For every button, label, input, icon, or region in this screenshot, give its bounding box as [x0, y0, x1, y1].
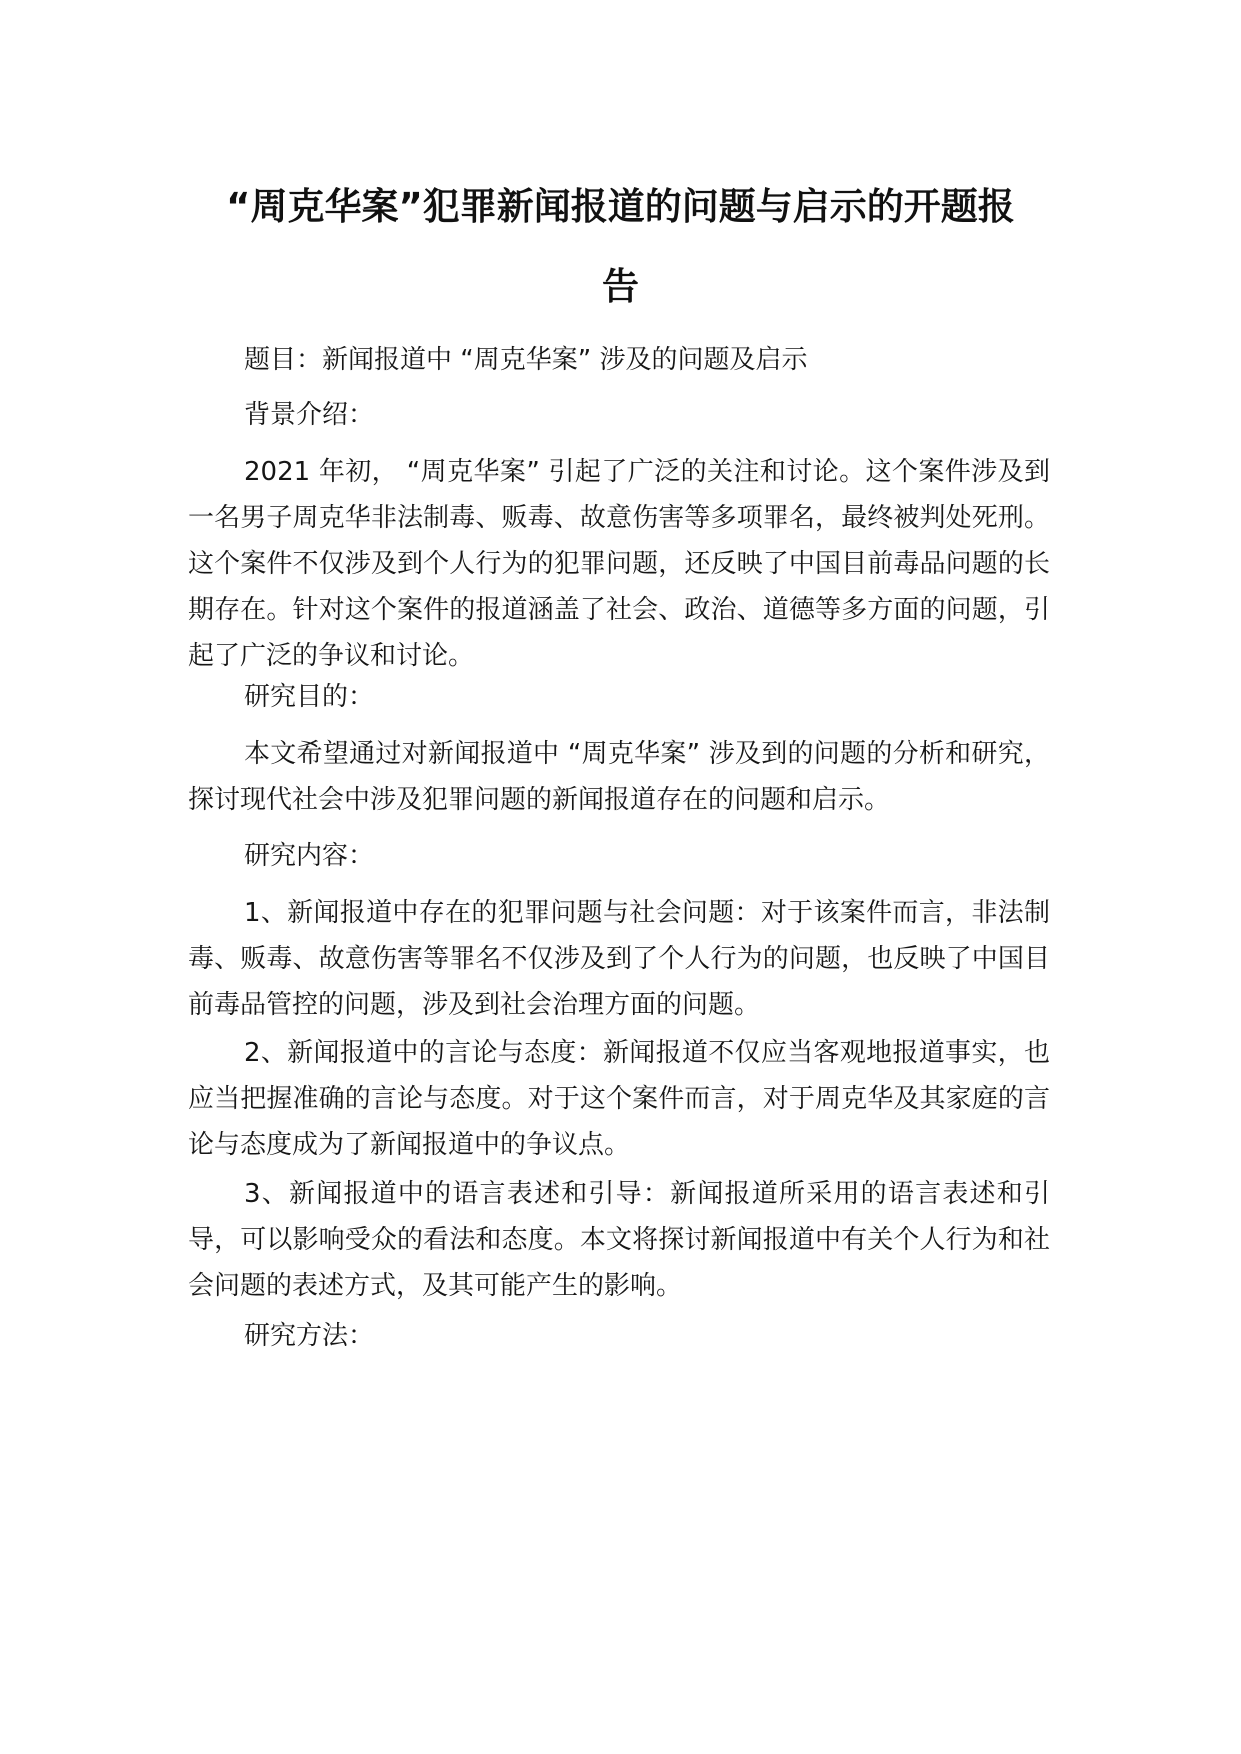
content-item-2: 2、新闻报道中的言论与态度：新闻报道不仅应当客观地报道事实，也应当把握准确的言论与态度。对于这个案件而言，对于周克华及其家庭的言论与态度成为了新闻报道中的争议点。 [188, 1038, 1050, 1160]
background-paragraph: 2021 年初， “周克华案” 引起了广泛的关注和讨论。这个案件涉及到一名男子周克华非法制毒、贩毒、故意伤害等多项罪名，最终被判处死刑。这个案件不仅涉及到个人行为的犯罪问题，还反映了中国目前毒品问题的长期存在。针对这个案件的报道涵盖了社会、政治、道德等多方面的问题，引起了广泛的争议和讨论。 [188, 457, 1050, 671]
document-title-line-2: 告 [602, 265, 639, 308]
content-item-3: 3、新闻报道中的语言表述和引导：新闻报道所采用的语言表述和引导，可以影响受众的看法和态度。本文将探讨新闻报道中有关个人行为和社会问题的表述方式，及其可能产生的影响。 [188, 1179, 1050, 1301]
document-title-line-1: “周克华案”犯罪新闻报道的问题与启示的开题报 [226, 185, 1015, 228]
background-heading: 背景介绍： [244, 400, 375, 430]
content-heading: 研究内容： [244, 841, 375, 871]
purpose-paragraph: 本文希望通过对新闻报道中 “周克华案” 涉及到的问题的分析和研究，探讨现代社会中涉及犯罪问题的新闻报道存在的问题和启示。 [188, 739, 1050, 815]
topic-line: 题目：新闻报道中 “周克华案” 涉及的问题及启示 [244, 345, 808, 375]
purpose-heading: 研究目的： [244, 682, 375, 712]
content-item-1: 1、新闻报道中存在的犯罪问题与社会问题：对于该案件而言，非法制毒、贩毒、故意伤害等罪名不仅涉及到了个人行为的问题，也反映了中国目前毒品管控的问题，涉及到社会治理方面的问题。 [188, 898, 1050, 1020]
method-heading: 研究方法： [244, 1321, 375, 1351]
